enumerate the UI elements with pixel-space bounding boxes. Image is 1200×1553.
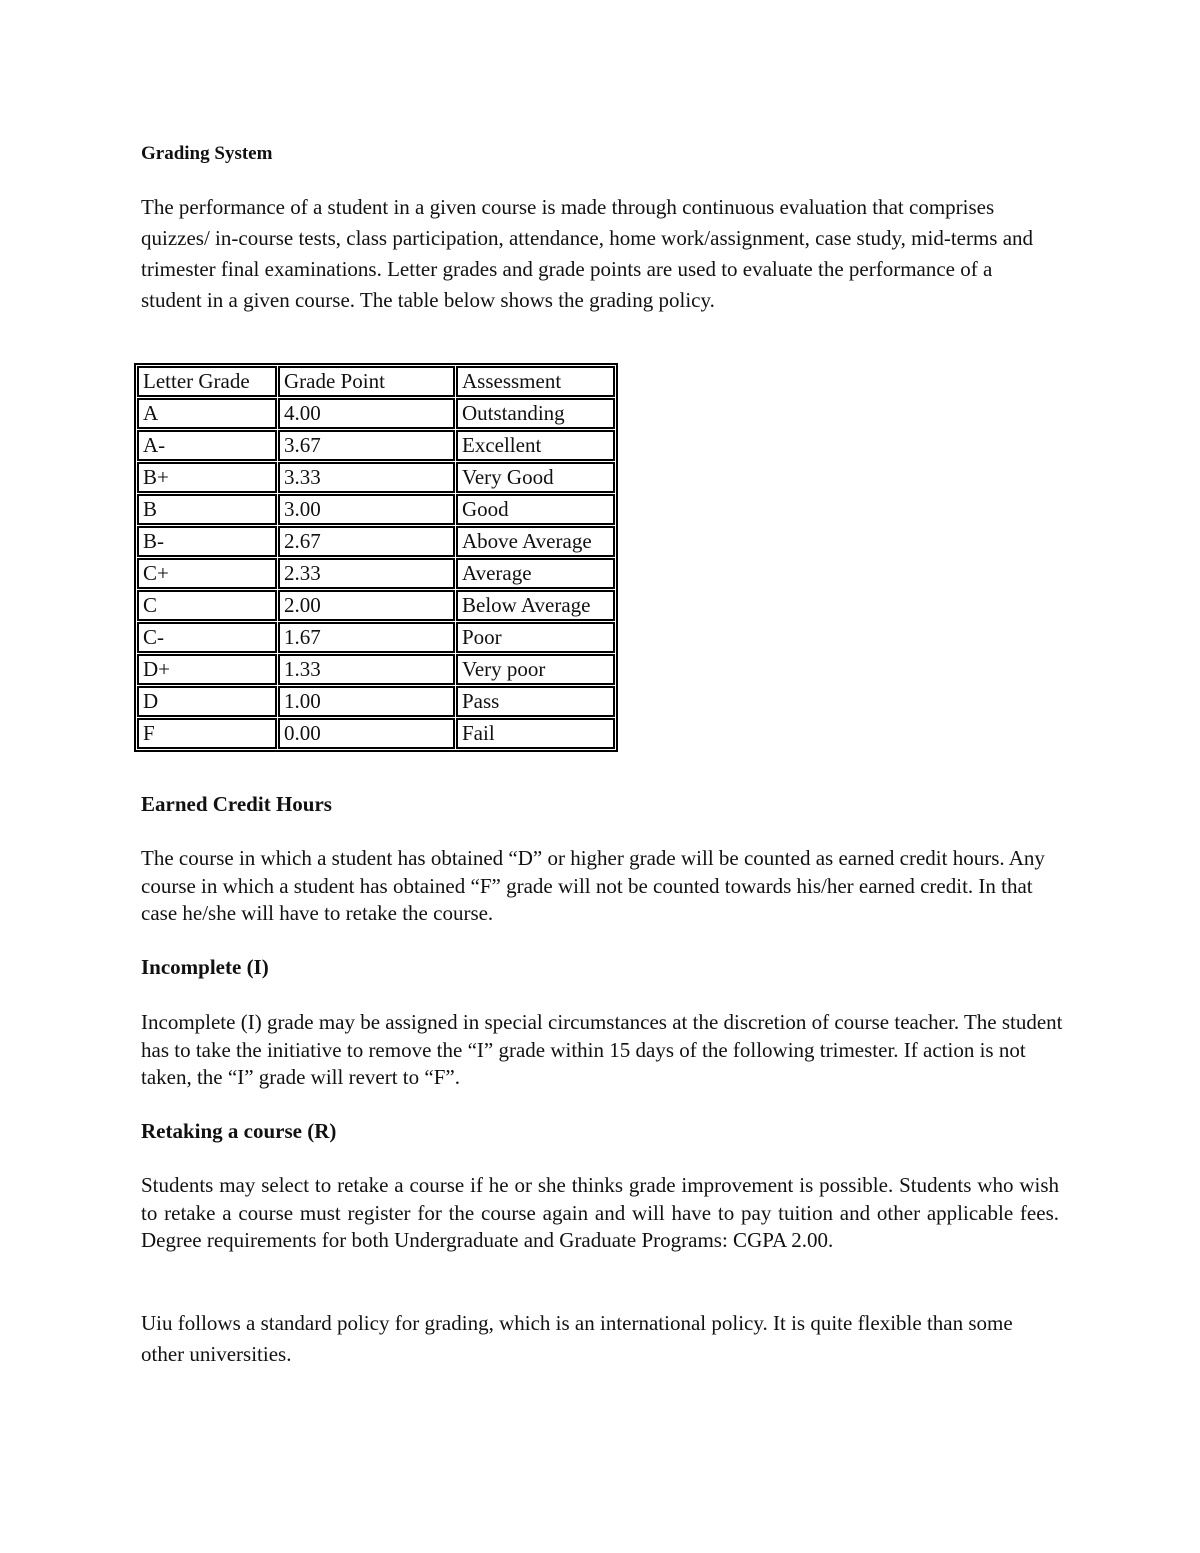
table-row xyxy=(137,558,615,589)
grade-point-cell: 3.33 xyxy=(278,462,455,493)
table-row xyxy=(137,686,615,717)
header-letter-grade: Letter Grade xyxy=(137,366,277,397)
letter-grade-cell: F xyxy=(137,718,277,749)
assessment-cell: Poor xyxy=(456,622,615,653)
retaking-heading: Retaking a course (R) xyxy=(141,1119,337,1143)
incomplete-heading: Incomplete (I) xyxy=(141,955,269,979)
grade-point-cell: 2.00 xyxy=(278,590,455,621)
table-row xyxy=(137,622,615,653)
grade-point-cell: 1.00 xyxy=(278,686,455,717)
table-header-row xyxy=(137,366,615,397)
letter-grade-cell: C xyxy=(137,590,277,621)
grade-point-cell: 1.67 xyxy=(278,622,455,653)
grade-point-cell: 2.67 xyxy=(278,526,455,557)
earned-credit-heading: Earned Credit Hours xyxy=(141,792,332,816)
table-row xyxy=(137,718,615,749)
assessment-cell: Average xyxy=(456,558,615,589)
assessment-cell: Fail xyxy=(456,718,615,749)
earned-credit-paragraph: The course in which a student has obtained “D” or higher grade will be counted as earned credit hours. Any course in which a student has obtained “F” grade will not be counted towards his/her earned credit. In that case he/she will have to retake the course. xyxy=(141,846,1045,925)
grade-point-cell: 4.00 xyxy=(278,398,455,429)
table-row xyxy=(137,590,615,621)
table-row xyxy=(137,494,615,525)
grade-point-cell: 0.00 xyxy=(278,718,455,749)
incomplete-paragraph: Incomplete (I) grade may be assigned in special circumstances at the discretion of course teacher. The student has to take the initiative to remove the “I” grade within 15 days of the following trimester. If action is not taken, the “I” grade will revert to “F”. xyxy=(141,1010,1063,1089)
header-assessment: Assessment xyxy=(456,366,615,397)
table-row xyxy=(137,430,615,461)
assessment-cell: Above Average xyxy=(456,526,615,557)
letter-grade-cell: C- xyxy=(137,622,277,653)
grade-point-cell: 1.33 xyxy=(278,654,455,685)
grading-system-heading: Grading System xyxy=(141,143,273,164)
letter-grade-cell: B xyxy=(137,494,277,525)
letter-grade-cell: B+ xyxy=(137,462,277,493)
header-grade-point: Grade Point xyxy=(278,366,455,397)
table-row xyxy=(137,526,615,557)
grade-table-body xyxy=(137,366,615,749)
table-row xyxy=(137,398,615,429)
letter-grade-cell: C+ xyxy=(137,558,277,589)
assessment-cell: Very poor xyxy=(456,654,615,685)
letter-grade-cell: B- xyxy=(137,526,277,557)
grading-intro-paragraph: The performance of a student in a given course is made through continuous evaluation that comprises quizzes/ in-course tests, class participation, attendance, home work/assignment, case study, mid-terms and trimester final examinations. Letter grades and grade points are used to evaluate the performance of a student in a given course. The table below shows the grading policy. xyxy=(141,195,1034,312)
assessment-cell: Good xyxy=(456,494,615,525)
assessment-cell: Outstanding xyxy=(456,398,615,429)
grade-point-cell: 2.33 xyxy=(278,558,455,589)
grade-point-cell: 3.00 xyxy=(278,494,455,525)
grade-table xyxy=(134,363,618,752)
assessment-cell: Below Average xyxy=(456,590,615,621)
retaking-paragraph: Students may select to retake a course if he or she thinks grade improvement is possible. Students who wish to retake a course must register for the course again and will have to pay tuition and other applicable fees. Degree requirements for both Undergraduate and Graduate Programs: CGPA 2.00. xyxy=(141,1173,1059,1252)
letter-grade-cell: A- xyxy=(137,430,277,461)
letter-grade-cell: A xyxy=(137,398,277,429)
assessment-cell: Excellent xyxy=(456,430,615,461)
closing-paragraph: Uiu follows a standard policy for grading, which is an international policy. It is quite flexible than some other universities. xyxy=(141,1311,1013,1366)
grade-point-cell: 3.67 xyxy=(278,430,455,461)
table-row xyxy=(137,462,615,493)
letter-grade-cell: D xyxy=(137,686,277,717)
letter-grade-cell: D+ xyxy=(137,654,277,685)
table-row xyxy=(137,654,615,685)
assessment-cell: Very Good xyxy=(456,462,615,493)
assessment-cell: Pass xyxy=(456,686,615,717)
